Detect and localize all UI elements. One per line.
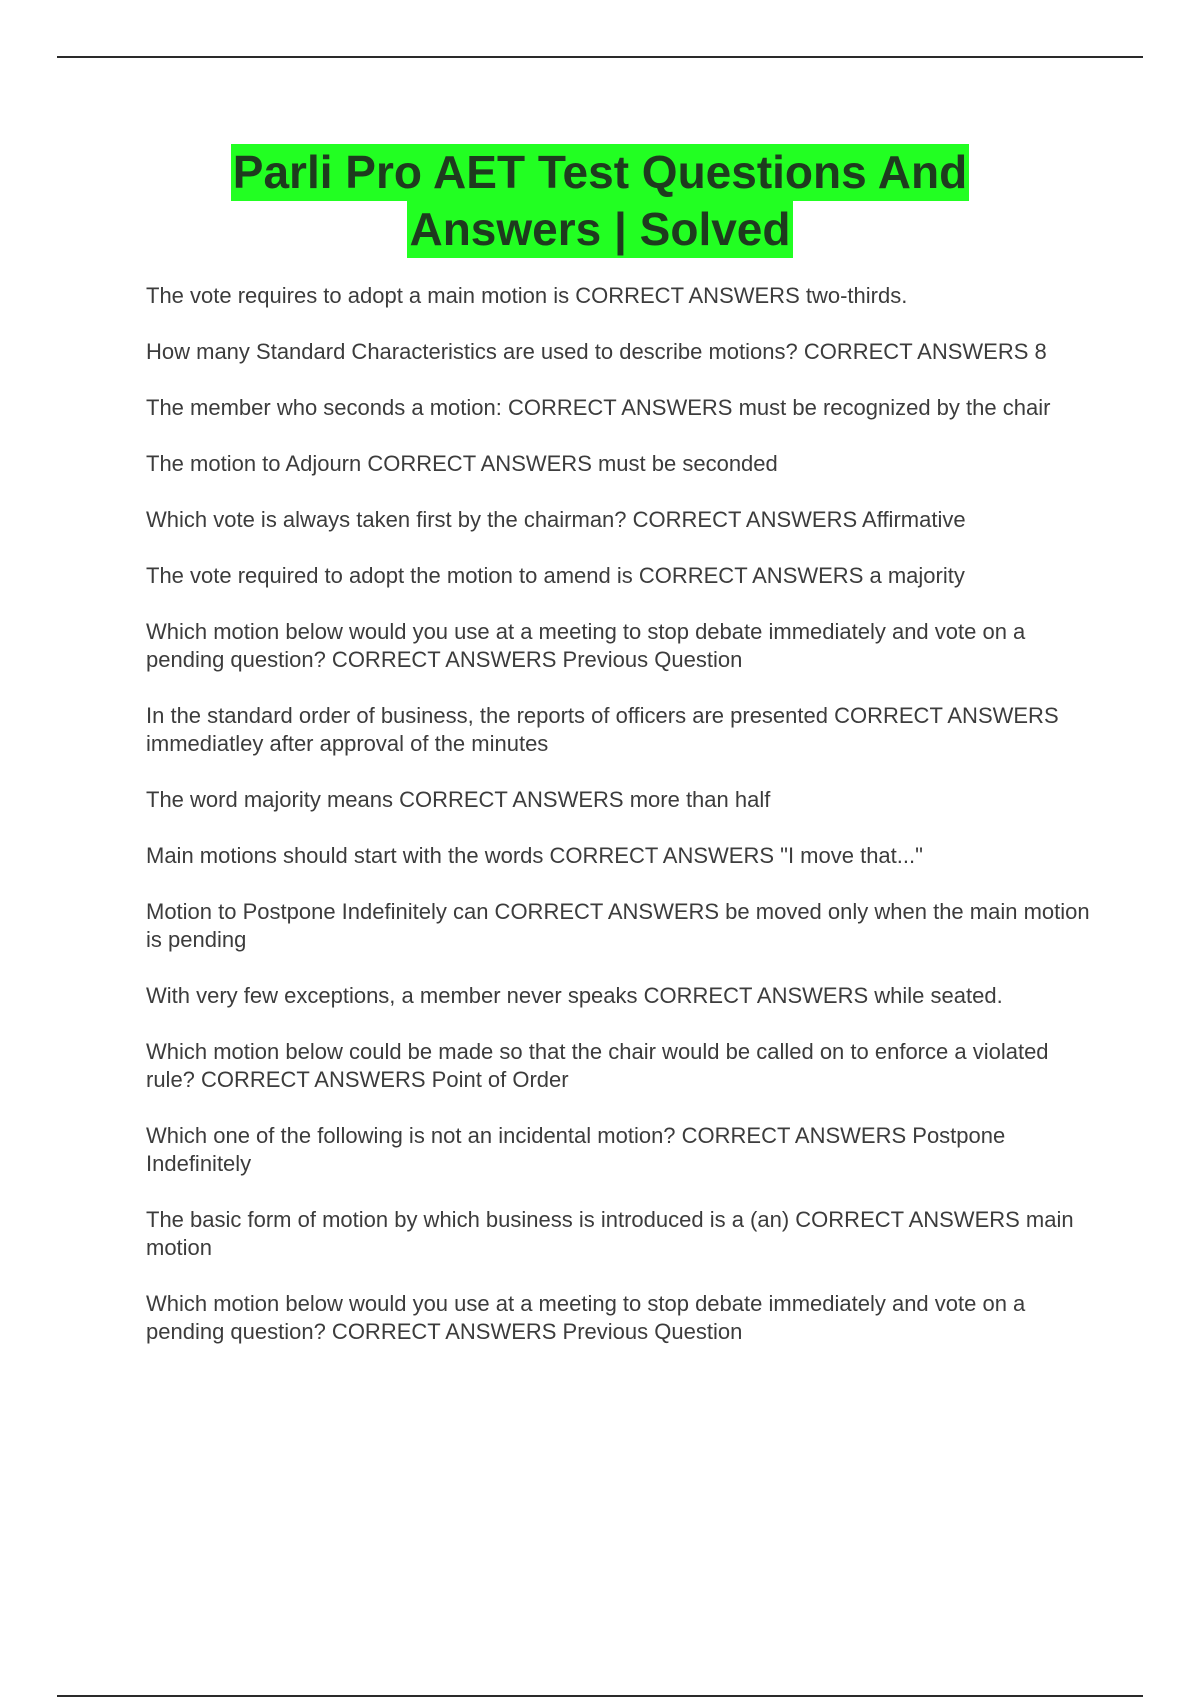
document-title <box>100 144 1100 258</box>
qa-item: Which vote is always taken first by the chairman? CORRECT ANSWERS Affirmative <box>146 507 966 532</box>
top-rule <box>57 56 1143 58</box>
qa-list <box>146 282 1096 1374</box>
bottom-rule <box>57 1695 1143 1697</box>
qa-item: How many Standard Characteristics are used to describe motions? CORRECT ANSWERS 8 <box>146 339 1047 364</box>
qa-item: The vote required to adopt the motion to amend is CORRECT ANSWERS a majority <box>146 563 965 588</box>
qa-item: The vote requires to adopt a main motion is CORRECT ANSWERS two-thirds. <box>146 283 908 308</box>
qa-item: Motion to Postpone Indefinitely can CORRECT ANSWERS be moved only when the main motion is pending <box>146 899 1090 952</box>
title-line-1: Parli Pro AET Test Questions And <box>231 144 969 201</box>
qa-item: The basic form of motion by which business is introduced is a (an) CORRECT ANSWERS main motion <box>146 1207 1074 1260</box>
qa-item: The motion to Adjourn CORRECT ANSWERS must be seconded <box>146 451 778 476</box>
qa-item: With very few exceptions, a member never speaks CORRECT ANSWERS while seated. <box>146 983 1003 1008</box>
qa-item: In the standard order of business, the reports of officers are presented CORRECT ANSWERS immediatley after approval of the minutes <box>146 703 1059 756</box>
qa-item: Main motions should start with the words CORRECT ANSWERS "I move that..." <box>146 843 923 868</box>
qa-item: Which motion below would you use at a meeting to stop debate immediately and vote on a pending question? CORRECT ANSWERS Previous Question <box>146 1291 1026 1344</box>
qa-item: Which motion below could be made so that the chair would be called on to enforce a violated rule? CORRECT ANSWERS Point of Order <box>146 1039 1049 1092</box>
qa-item: The word majority means CORRECT ANSWERS more than half <box>146 787 771 812</box>
qa-item: Which one of the following is not an incidental motion? CORRECT ANSWERS Postpone Indefinitely <box>146 1123 1006 1176</box>
qa-item: The member who seconds a motion: CORRECT ANSWERS must be recognized by the chair <box>146 395 1051 420</box>
title-line-2: Answers | Solved <box>407 201 792 258</box>
qa-item: Which motion below would you use at a meeting to stop debate immediately and vote on a pending question? CORRECT ANSWERS Previous Question <box>146 619 1026 672</box>
